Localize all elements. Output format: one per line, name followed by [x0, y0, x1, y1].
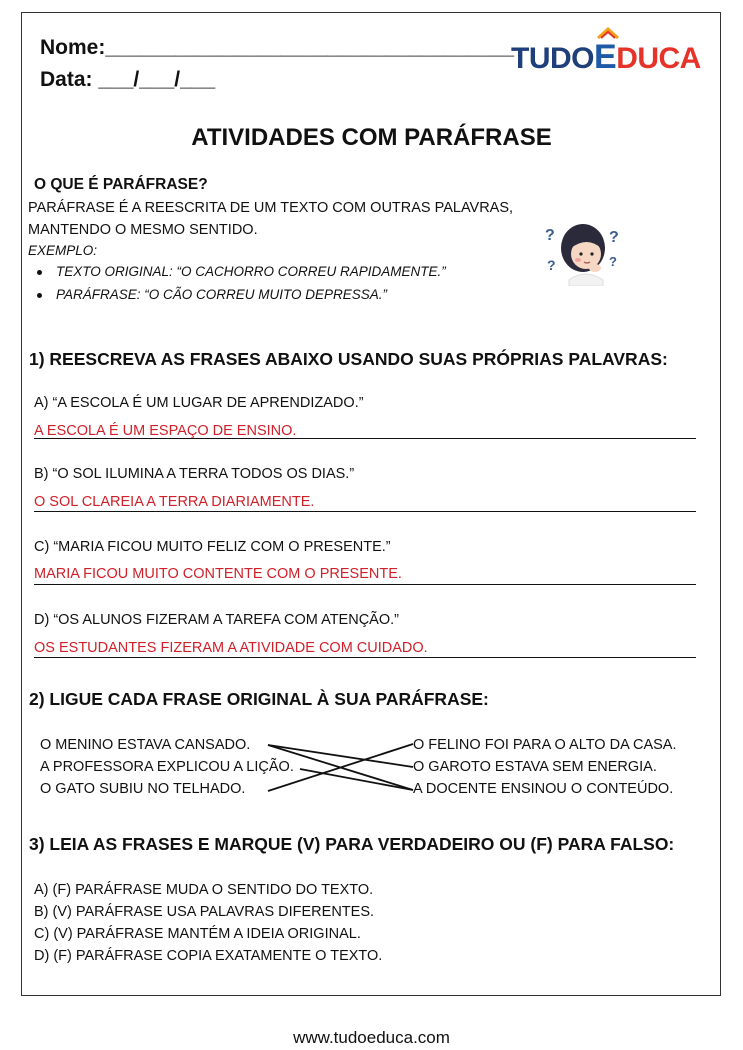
tf-item-b: B) (V) PARÁFRASE USA PALAVRAS DIFERENTES. — [34, 904, 375, 920]
intro-heading: O QUE É PARÁFRASE? — [34, 176, 208, 193]
answer-b: O SOL CLAREIA A TERRA DIARIAMENTE. — [34, 494, 315, 510]
section3-heading: 3) LEIA AS FRASES E MARQUE (V) PARA VERDADEIRO OU (F) PARA FALSO: — [29, 834, 675, 854]
name-field: Nome:___________________________________ — [40, 36, 515, 59]
question-d: D) “OS ALUNOS FIZERAM A TAREFA COM ATENÇÃO.” — [34, 612, 399, 628]
logo-part3: DUCA — [616, 42, 701, 75]
date-field: Data: ___/___/___ — [40, 68, 216, 91]
question-mark-icon: ? — [547, 257, 556, 273]
example-label: EXEMPLO: — [28, 243, 98, 258]
right-phrase-1: O FELINO FOI PARA O ALTO DA CASA. — [413, 737, 677, 753]
left-phrase-1: O MENINO ESTAVA CANSADO. — [40, 737, 251, 753]
left-phrase-3: O GATO SUBIU NO TELHADO. — [40, 781, 246, 797]
footer-url: www.tudoeduca.com — [293, 1028, 450, 1047]
tf-item-d: D) (F) PARÁFRASE COPIA EXATAMENTE O TEXTO. — [34, 948, 383, 964]
question-a: A) “A ESCOLA É UM LUGAR DE APRENDIZADO.” — [34, 395, 364, 411]
answer-a: A ESCOLA É UM ESPAÇO DE ENSINO. — [34, 423, 297, 439]
question-mark-icon: ? — [545, 227, 555, 244]
question-mark-icon: ? — [609, 229, 619, 246]
question-c: C) “MARIA FICOU MUITO FELIZ COM O PRESENTE.” — [34, 539, 391, 555]
page-title: ATIVIDADES COM PARÁFRASE — [191, 124, 552, 151]
logo-part1: TUDO — [511, 42, 594, 75]
example-paraphrase: PARÁFRASE: “O CÃO CORREU MUITO DEPRESSA.” — [56, 287, 388, 302]
tf-item-a: A) (F) PARÁFRASE MUDA O SENTIDO DO TEXTO. — [34, 882, 374, 898]
section2-heading: 2) LIGUE CADA FRASE ORIGINAL À SUA PARÁFRASE: — [29, 689, 489, 709]
right-phrase-3: A DOCENTE ENSINOU O CONTEÚDO. — [413, 781, 674, 797]
right-phrase-2: O GAROTO ESTAVA SEM ENERGIA. — [413, 759, 657, 775]
answer-c: MARIA FICOU MUITO CONTENTE COM O PRESENTE. — [34, 566, 402, 582]
example-original: TEXTO ORIGINAL: “O CACHORRO CORREU RAPIDAMENTE.” — [56, 264, 446, 279]
question-b: B) “O SOL ILUMINA A TERRA TODOS OS DIAS.” — [34, 466, 355, 482]
match-line-1 — [268, 745, 413, 767]
intro-line2: MANTENDO O MESMO SENTIDO. — [28, 222, 258, 238]
answer-d: OS ESTUDANTES FIZERAM A ATIVIDADE COM CUIDADO. — [34, 640, 428, 656]
question-mark-icon: ? — [609, 254, 617, 269]
left-phrase-2: A PROFESSORA EXPLICOU A LIÇÃO. — [40, 759, 294, 775]
section1-heading: 1) REESCREVA AS FRASES ABAIXO USANDO SUAS PRÓPRIAS PALAVRAS: — [29, 349, 668, 369]
intro-line1: PARÁFRASE É A REESCRITA DE UM TEXTO COM OUTRAS PALAVRAS, — [28, 200, 514, 216]
tf-item-c: C) (V) PARÁFRASE MANTÉM A IDEIA ORIGINAL. — [34, 926, 361, 942]
logo-part2: E — [594, 38, 617, 76]
